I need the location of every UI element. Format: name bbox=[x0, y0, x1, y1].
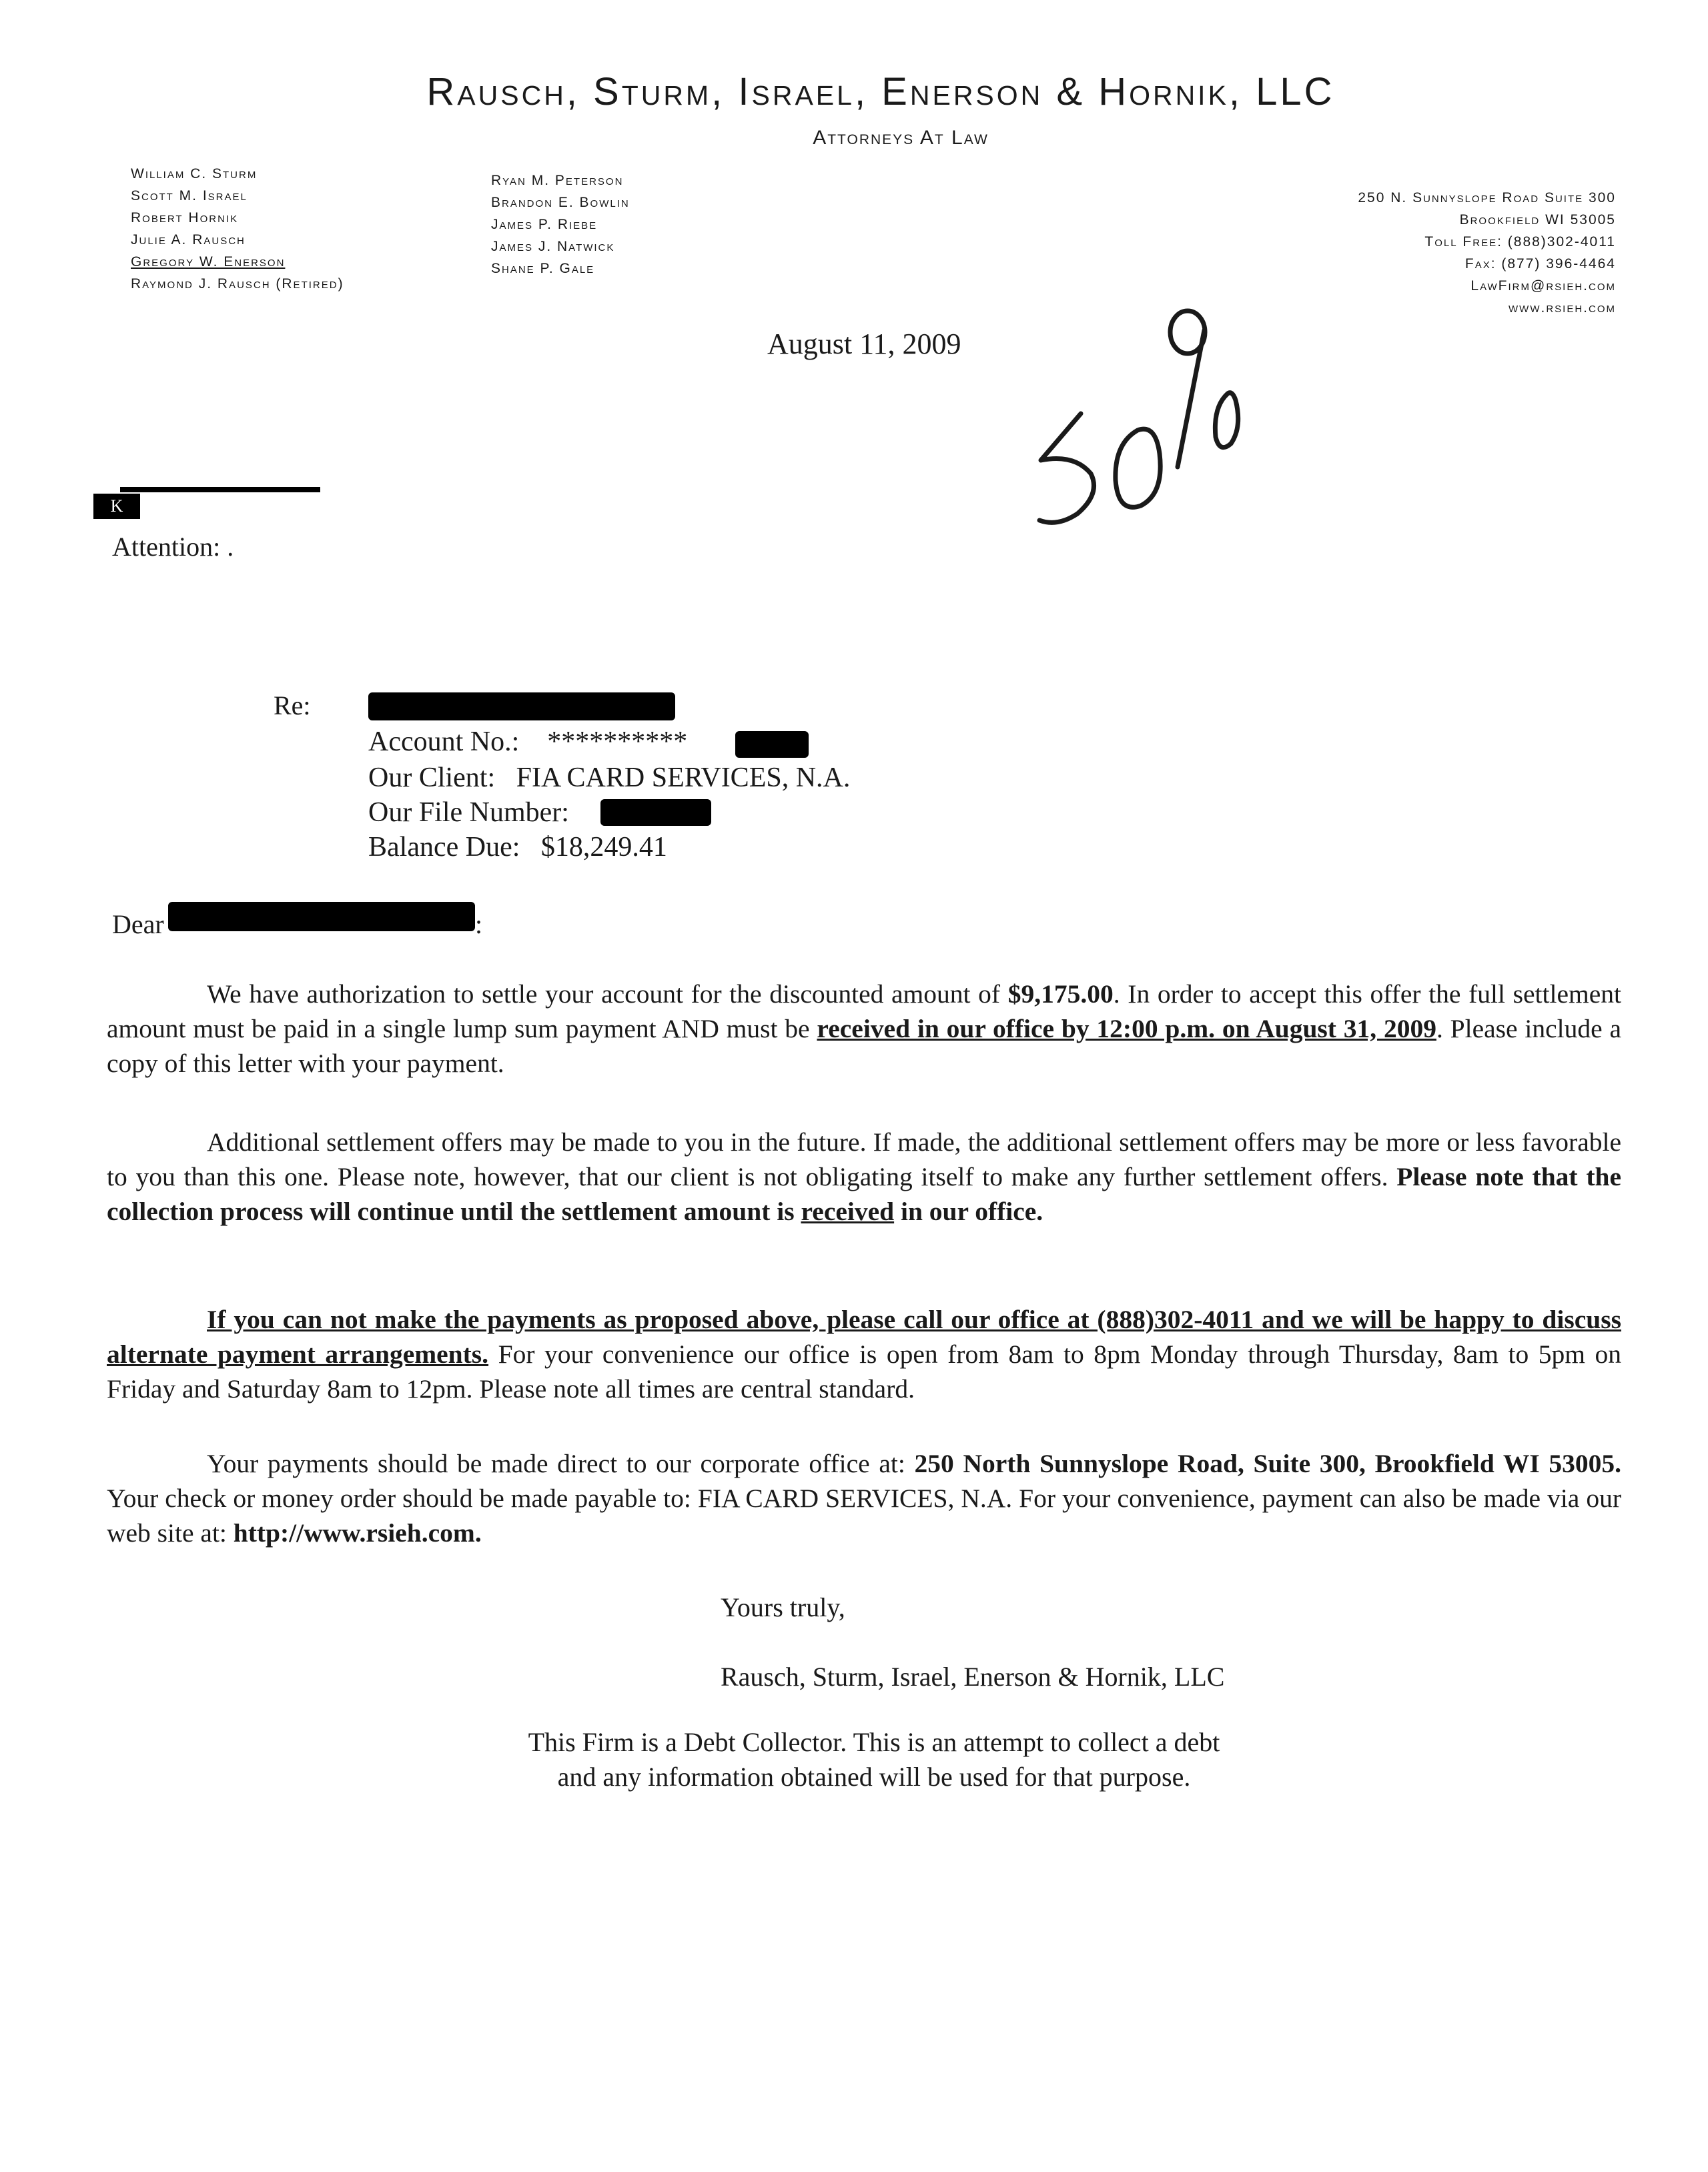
body-text: Additional settlement offers may be made to you in the future. If made, the additional settlement offers may be more or less favorable to you than this one. Please note, however, that our client is not obligating itself to make any further settlement offers. bbox=[107, 1127, 1621, 1191]
body-text: . In order to accept this offer the full settlement amount must be paid in a single lump sum payment AND must be bbox=[107, 979, 1621, 1043]
attorney-list-left bbox=[131, 163, 344, 295]
body-text: We have authorization to settle your account for the discounted amount of bbox=[207, 979, 1008, 1009]
attorney-name: Shane P. Gale bbox=[491, 261, 595, 276]
firm-subtitle: Attorneys At Law bbox=[813, 127, 989, 149]
attorney-name: Raymond J. Rausch (Retired) bbox=[131, 276, 344, 292]
settlement-amount: $9,175.00 bbox=[1007, 979, 1114, 1009]
firm-address: 250 N. Sunnyslope Road Suite 300 bbox=[1358, 190, 1616, 205]
salutation-dear: Dear bbox=[112, 909, 164, 939]
collection-warning: Please note that the collection process will continue until the settlement amount is bbox=[107, 1162, 1621, 1226]
balance-line bbox=[368, 831, 667, 863]
phone-callout: If you can not make the payments as proposed above, please call our office at (888)302-4011 and we will be happy to discuss alternate payment arrangements. bbox=[107, 1305, 1621, 1369]
redaction-bar bbox=[120, 487, 320, 492]
collection-warning-end: in our office. bbox=[894, 1197, 1043, 1226]
client-value: FIA CARD SERVICES, N.A. bbox=[516, 762, 851, 793]
attorney-name: Julie A. Rausch bbox=[131, 232, 246, 247]
attorney-name: James J. Natwick bbox=[491, 239, 615, 254]
paragraph-payment-arrangements bbox=[107, 1302, 1621, 1406]
redaction-bar bbox=[600, 799, 711, 826]
file-number-line bbox=[368, 796, 569, 829]
balance-value: $18,249.41 bbox=[540, 832, 667, 863]
firm-website: www.rsieh.com bbox=[1509, 300, 1616, 316]
signature: Rausch, Sturm, Israel, Enerson & Hornik, LLC bbox=[721, 1662, 1225, 1692]
body-text: Your check or money order should be made payable to: FIA CARD SERVICES, N.A. For your convenience, payment can also be made via our web site at: bbox=[107, 1484, 1621, 1548]
disclaimer-line: This Firm is a Debt Collector. This is an attempt to collect a debt bbox=[528, 1727, 1220, 1757]
attorney-name: Scott M. Israel bbox=[131, 188, 248, 203]
attorney-name: Brandon E. Bowlin bbox=[491, 195, 630, 210]
client-line bbox=[368, 762, 850, 794]
disclaimer-line: and any information obtained will be used for that purpose. bbox=[557, 1762, 1191, 1792]
body-text: . Please include a copy of this letter with your payment. bbox=[107, 1014, 1621, 1078]
attorney-list-middle bbox=[491, 169, 630, 280]
re-label: Re: bbox=[274, 690, 311, 720]
account-label: Account No.: bbox=[368, 726, 520, 757]
settlement-deadline: received in our office by 12:00 p.m. on August 31, 2009 bbox=[817, 1014, 1436, 1043]
redaction-bar bbox=[735, 731, 809, 758]
firm-fax: Fax: (877) 396-4464 bbox=[1464, 256, 1616, 272]
firm-email: LawFirm@rsieh.com bbox=[1470, 278, 1616, 294]
attorney-name: Robert Hornik bbox=[131, 210, 239, 225]
redacted-initial: K bbox=[110, 496, 123, 516]
debt-collector-disclaimer bbox=[414, 1725, 1334, 1794]
account-number-line bbox=[368, 726, 687, 758]
body-text: Your payments should be made direct to our corporate office at: bbox=[207, 1449, 915, 1478]
office-hours: For your convenience our office is open from 8am to 8pm Monday through Thursday, 8am to 5pm on Friday and Saturday 8am to 12pm. Please note all times are central standard. bbox=[107, 1339, 1621, 1404]
closing: Yours truly, bbox=[721, 1592, 845, 1622]
redaction-bar bbox=[168, 902, 475, 931]
redaction-bar bbox=[368, 692, 675, 720]
received-emphasis: received bbox=[801, 1197, 895, 1226]
client-label: Our Client: bbox=[368, 762, 496, 793]
firm-name: Rausch, Sturm, Israel, Enerson & Hornik, LLC bbox=[426, 70, 1335, 113]
attorney-name: Ryan M. Peterson bbox=[491, 173, 624, 188]
paragraph-settlement-offer bbox=[107, 977, 1621, 1081]
paragraph-payment-instructions bbox=[107, 1446, 1621, 1550]
salutation-colon: : bbox=[475, 909, 483, 939]
balance-label: Balance Due: bbox=[368, 832, 520, 863]
firm-toll-free: Toll Free: (888)302-4011 bbox=[1424, 234, 1616, 249]
file-number-label: Our File Number: bbox=[368, 797, 569, 828]
salutation bbox=[112, 909, 164, 940]
account-value: ********** bbox=[547, 726, 688, 757]
handwritten-note bbox=[1001, 294, 1268, 547]
attorney-name: William C. Sturm bbox=[131, 166, 258, 181]
payment-address: 250 North Sunnyslope Road, Suite 300, Brookfield WI 53005. bbox=[914, 1449, 1621, 1478]
paragraph-additional-offers bbox=[107, 1125, 1621, 1229]
letter-date: August 11, 2009 bbox=[767, 328, 961, 360]
firm-city: Brookfield WI 53005 bbox=[1459, 212, 1616, 227]
attention-line: Attention: . bbox=[112, 532, 234, 562]
attorney-name: Gregory W. Enerson bbox=[131, 254, 286, 269]
payment-website-link[interactable]: http://www.rsieh.com. bbox=[233, 1518, 482, 1548]
redaction-bar bbox=[93, 494, 140, 519]
firm-contact-block bbox=[1358, 187, 1616, 319]
attorney-name: James P. Riebe bbox=[491, 217, 598, 232]
